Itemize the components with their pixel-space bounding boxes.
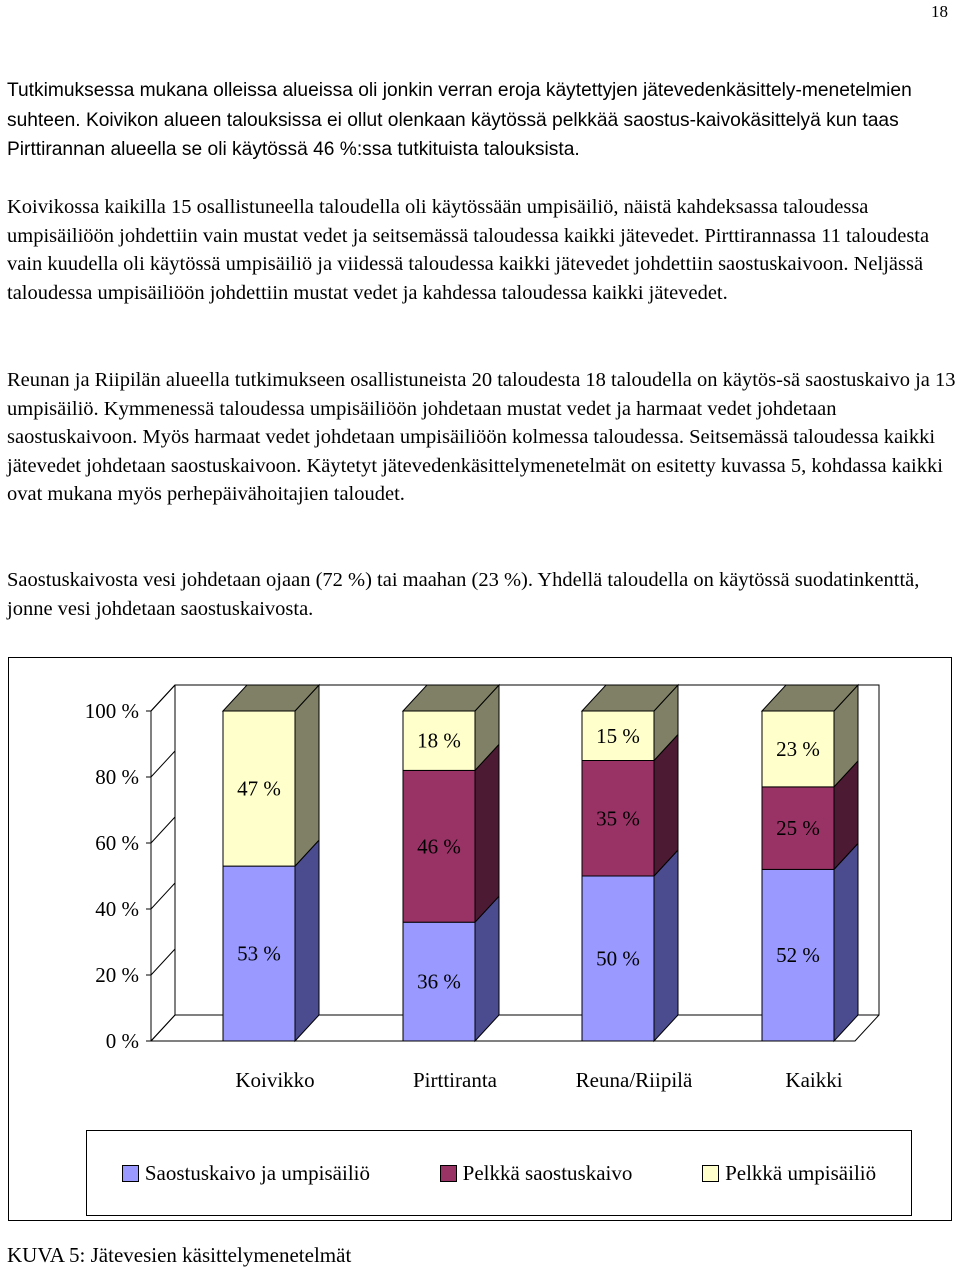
data-label: 18 % <box>417 728 461 753</box>
data-label: 46 % <box>417 834 461 859</box>
figure-caption: KUVA 5: Jätevesien käsittelymenetelmät <box>7 1243 352 1267</box>
y-tick-depth <box>151 949 175 975</box>
y-tick-label: 40 % <box>95 897 139 921</box>
bar-side <box>834 843 858 1041</box>
y-tick-depth <box>151 685 175 711</box>
data-label: 47 % <box>237 776 281 801</box>
category-label: Kaikki <box>785 1068 843 1092</box>
y-tick-depth <box>151 751 175 777</box>
paragraph-4: Saostuskaivosta vesi johdetaan ojaan (72 %) tai maahan (23 %). Yhdellä taloudella on käytössä suodatinkenttä, jonne vesi johdetaan saostuskaivosta. <box>7 569 920 620</box>
category-label: Pirttiranta <box>413 1068 497 1092</box>
data-label: 52 % <box>776 943 820 968</box>
legend-item-1 <box>122 1161 370 1186</box>
bar-side <box>295 685 319 866</box>
page-number: 18 <box>931 2 948 21</box>
data-label: 35 % <box>596 806 640 831</box>
data-label: 15 % <box>596 723 640 748</box>
y-tick-depth <box>151 883 175 909</box>
paragraph-1: Tutkimuksessa mukana olleissa alueissa oli jonkin verran eroja käytettyjen jätevedenkäsittely-menetelmien suhteen. Koivikon alueen talouksissa ei ollut olenkaan käytössä pelkkää saostus-kaivokäsittelyä kun taas Pirttirannan alueella se oli käytössä 46 %:ssa tutkituista talouksista. <box>7 80 912 160</box>
y-tick-label: 60 % <box>95 831 139 855</box>
y-tick-depth <box>151 1015 175 1041</box>
paragraph-2: Koivikossa kaikilla 15 osallistuneella taloudella oli käytössään umpisäiliö, näistä kahdeksassa taloudessa umpisäiliöön johdettiin vain mustat vedet ja seitsemässä taloudessa kaikki jätevedet. Pirttirannassa 11 taloudesta vain kuudella oli käytössä umpisäiliö ja viidessä taloudessa kaikki jätevedet johdettiin saostuskaivoon. Neljässä taloudessa umpisäiliöön johdettiin mustat vedet ja kahdessa taloudessa kaikki jätevedet. <box>7 196 930 304</box>
legend-swatch-2 <box>440 1165 457 1182</box>
bar-side <box>475 744 499 922</box>
legend-swatch-3 <box>702 1165 719 1182</box>
data-label: 23 % <box>776 736 820 761</box>
bar-side <box>654 850 678 1041</box>
legend-label-3: Pelkkä umpisäiliö <box>725 1160 877 1185</box>
data-label: 53 % <box>237 941 281 966</box>
chart-legend <box>86 1130 912 1216</box>
y-tick-label: 100 % <box>84 699 139 723</box>
category-label: Koivikko <box>235 1068 315 1092</box>
legend-item-2 <box>440 1161 633 1186</box>
y-tick-label: 0 % <box>105 1029 139 1053</box>
y-tick-depth <box>151 817 175 843</box>
data-label: 25 % <box>776 816 820 841</box>
legend-item-3 <box>702 1161 876 1186</box>
paragraph-3: Reunan ja Riipilän alueella tutkimukseen osallistuneista 20 taloudesta 18 taloudella on käytös-sä saostuskaivo ja 13 umpisäiliö. Kymmenessä taloudessa umpisäiliöön johdetaan mustat vedet ja harmaat vedet johdetaan saostuskaivoon. Myös harmaat vedet johdetaan umpisäiliöön kolmessa taloudessa. Seitsemässä taloudessa kaikki jätevedet johdetaan saostuskaivoon. Käytetyt jätevedenkäsittelymenetelmät on esitetty kuvassa 5, kohdassa kaikki ovat mukana myös perhepäivähoitajien taloudet. <box>7 369 956 506</box>
bar-side <box>295 840 319 1041</box>
y-tick-label: 80 % <box>95 765 139 789</box>
category-label: Reuna/Riipilä <box>575 1068 693 1092</box>
data-label: 50 % <box>596 946 640 971</box>
legend-label-1: Saostuskaivo ja umpisäiliö <box>144 1160 370 1185</box>
legend-swatch-1 <box>122 1165 139 1182</box>
y-tick-label: 20 % <box>95 963 139 987</box>
legend-label-2: Pelkkä saostuskaivo <box>462 1160 633 1185</box>
data-label: 36 % <box>417 969 461 994</box>
